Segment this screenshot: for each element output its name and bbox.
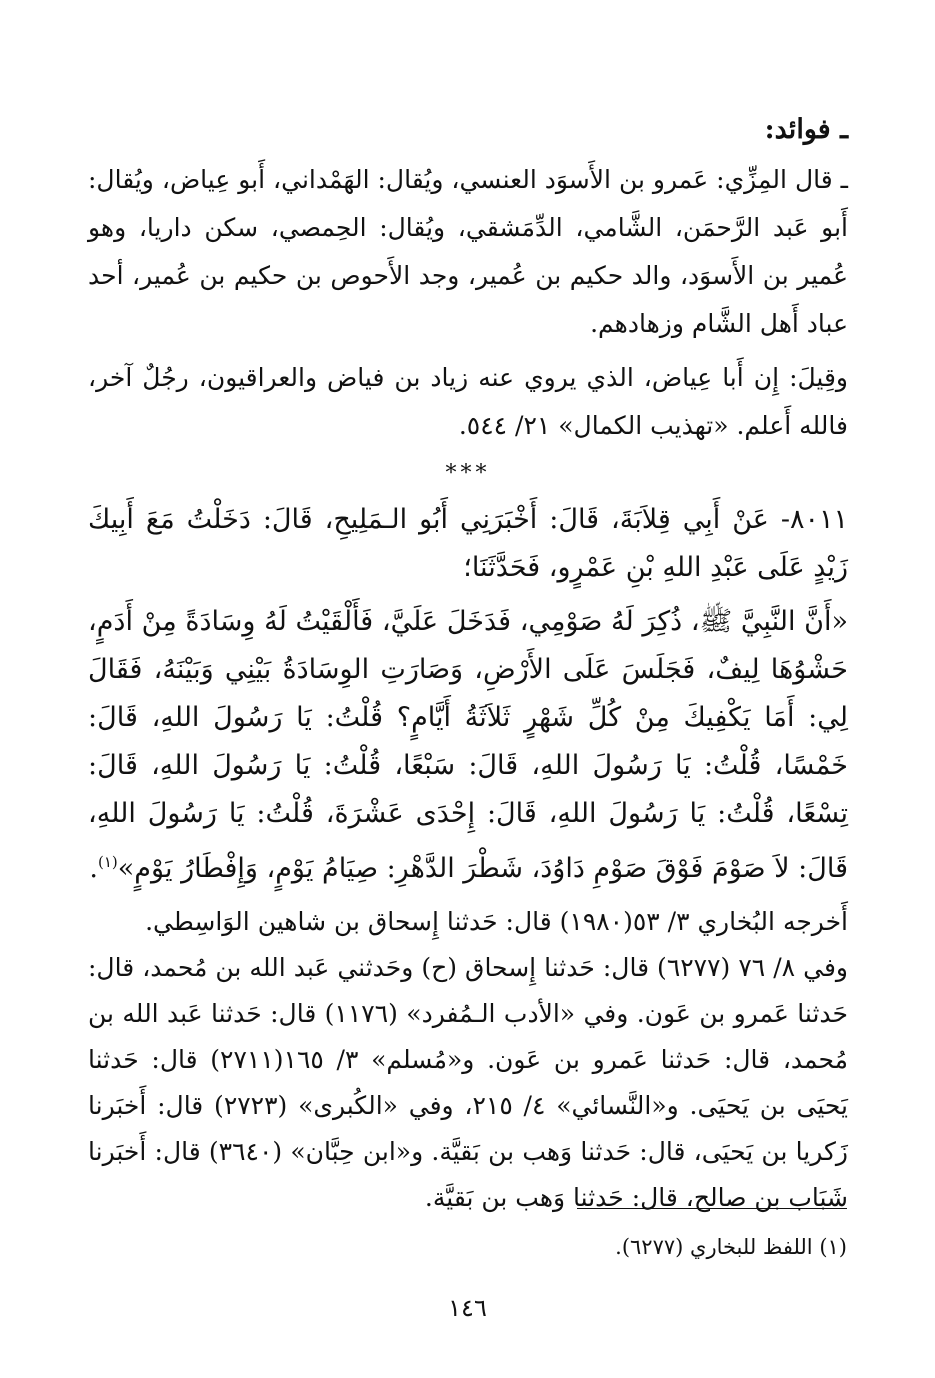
mizzi-note: ـ قال المِزِّي: عَمرو بن الأَسوَد العنسي، ويُقال: الهَمْداني، أَبو عِياض، ويُقال: أَبو عَبد الرَّحمَن، الشَّامي، الدِّمَشقي، ويُقال: الحِمصي، سكن داريا، وهو عُمير بن الأَسوَد، والد حكيم بن عُمير، وجد الأَحوص بن حكيم بن عُمير، أحد عباد أَهل الشَّام وزهادهم. xyxy=(88,165,848,338)
hadith-matn xyxy=(88,598,848,893)
page-number: ١٤٦ xyxy=(448,1294,487,1322)
alternate-opinion-note: وقِيلَ: إِن أَبا عِياض، الذي يروي عنه زياد بن فياض والعراقيون، رجُلٌ آخر، فالله أَعلم. «تهذيب الكمال» ٢١/ ٥٤٤. xyxy=(88,363,848,440)
section-separator: *** xyxy=(445,461,491,486)
takhrij-bukhari: أَخرجه البُخاري ٣/ ٥٣(١٩٨٠) قال: حَدثنا إِسحاق بن شاهين الوَاسِطي. xyxy=(145,907,848,936)
hadith-end: . xyxy=(89,853,98,884)
takhrij-others: وفي ٨/ ٧٦ (٦٢٧٧) قال: حَدثنا إِسحاق (ح) وحَدثني عَبد الله بن مُحمد، قال: حَدثنا عَمرو بن عَون. وفي «الأدب الـمُفرد» (١١٧٦) قال: حَدثنا عَبد الله بن مُحمد، قال: حَدثنا عَمرو بن عَون. و«مُسلم» ٣/ ١٦٥(٢٧١١) قال: حَدثنا يَحيَى بن يَحيَى. و«النَّسائي» ٤/ ٢١٥، وفي «الكُبرى» (٢٧٢٣) قال: أَخبَرنا زَكريا بن يَحيَى، قال: حَدثنا وَهب بن بَقيَّة. و«ابن حِبَّان» (٣٦٤٠) قال: أَخبَرنا شَبَاب بن صالح، قال: حَدثنا وَهب بن بَقيَّة. xyxy=(88,953,849,1212)
footnote-marker: (١) xyxy=(98,853,118,871)
hadith-text: «أَنَّ النَّبِيَّ ﷺ، ذُكِرَ لَهُ صَوْمِي، فَدَخَلَ عَلَيَّ، فَأَلْقَيْتُ لَهُ وِسَادَةً مِنْ أَدَمٍ، حَشْوُهَا لِيفٌ، فَجَلَسَ عَلَى الأَرْضِ، وَصَارَتِ الوِسَادَةُ بَيْنِي وَبَيْنَهُ، فَقَالَ لِي: أَمَا يَكْفِيكَ مِنْ كُلِّ شَهْرٍ ثَلاَثَةُ أَيَّامٍ؟ قُلْتُ: يَا رَسُولَ اللهِ، قَالَ: خَمْسًا، قُلْتُ: يَا رَسُولَ اللهِ، قَالَ: سَبْعًا، قُلْتُ: يَا رَسُولَ اللهِ، قَالَ: تِسْعًا، قُلْتُ: يَا رَسُولَ اللهِ، قَالَ: إِحْدَى عَشْرَةَ، قُلْتُ: يَا رَسُولَ اللهِ، قَالَ: لاَ صَوْمَ فَوْقَ صَوْمِ دَاوُدَ، شَطْرَ الدَّهْرِ: صِيَامُ يَوْمٍ، وَإِفْطَارُ يَوْمٍ» xyxy=(88,606,848,884)
hadith-isnad: ٨٠١١- عَنْ أَبِي قِلاَبَةَ، قَالَ: أَخْبَرَنِي أَبُو الـمَلِيحِ، قَالَ: دَخَلْتُ مَعَ أَبِيكَ زَيْدٍ عَلَى عَبْدِ اللهِ بْنِ عَمْرٍو، فَحَدَّثَنَا؛ xyxy=(88,504,848,583)
page-body xyxy=(88,108,848,1221)
footnote: (١) اللفظ للبخاري (٦٢٧٧). xyxy=(615,1235,847,1259)
footnote-divider xyxy=(577,1208,847,1209)
benefits-heading: ـ فوائد: xyxy=(764,114,848,145)
